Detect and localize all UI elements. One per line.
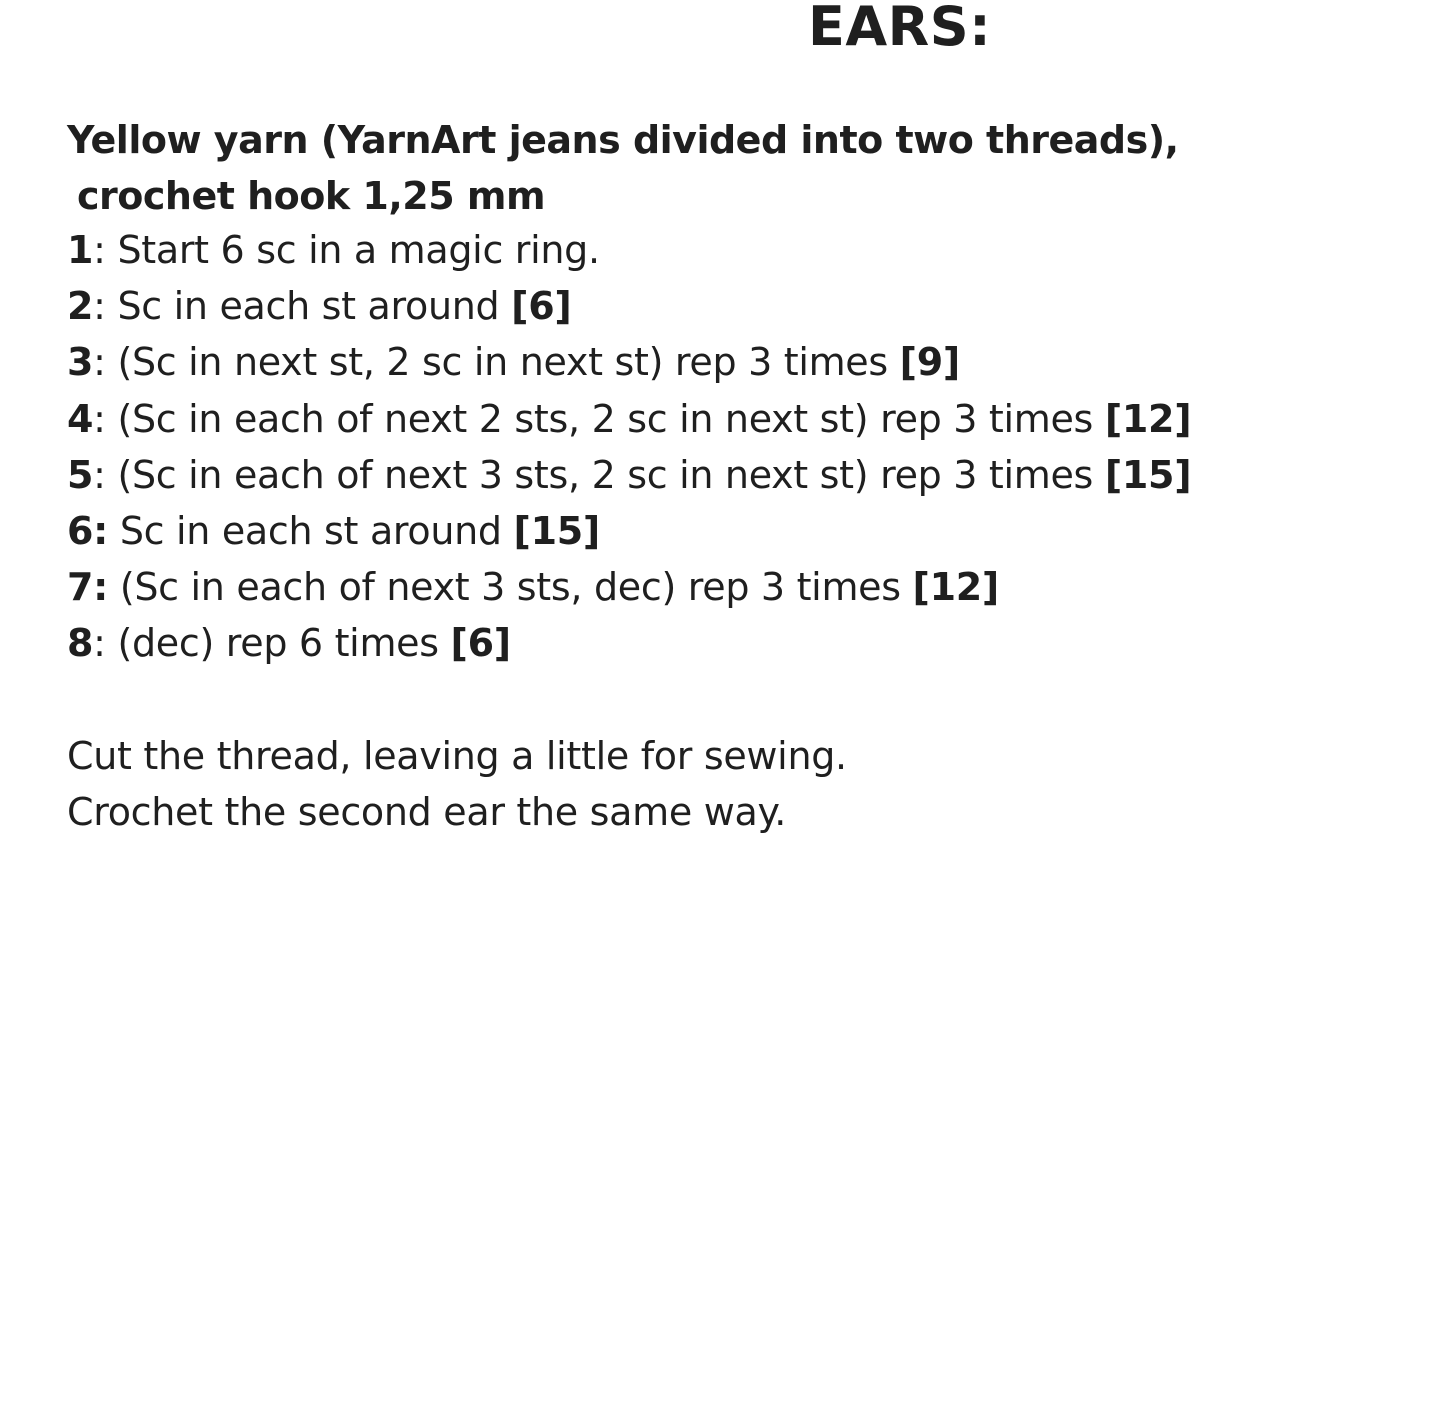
pattern-row-7 bbox=[67, 559, 1191, 615]
page-title: EARS: bbox=[808, 0, 992, 58]
row-instruction: (Sc in each of next 3 sts, dec) rep 3 times bbox=[119, 565, 913, 610]
materials-line-2: crochet hook 1,25 mm bbox=[77, 174, 546, 218]
pattern-row-6 bbox=[67, 503, 1191, 559]
row-separator: : bbox=[93, 228, 118, 272]
row-stitch-count: [12] bbox=[1104, 396, 1192, 441]
row-instruction: (Sc in each of next 3 sts, 2 sc in next st) rep 3 times bbox=[117, 452, 1105, 497]
row-stitch-count: [6] bbox=[511, 284, 572, 329]
pattern-row-5 bbox=[67, 447, 1191, 503]
row-instruction: Start 6 sc in a magic ring. bbox=[117, 228, 600, 272]
row-number: 7: bbox=[67, 565, 109, 610]
row-separator: : bbox=[93, 452, 118, 497]
finishing-notes bbox=[67, 728, 847, 840]
materials-line-1: Yellow yarn (YarnArt jeans divided into two threads), bbox=[67, 118, 1179, 162]
pattern-row-4 bbox=[67, 391, 1191, 447]
pattern-rows bbox=[67, 222, 1191, 672]
row-instruction: (Sc in next st, 2 sc in next st) rep 3 times bbox=[117, 340, 900, 385]
row-instruction: (dec) rep 6 times bbox=[117, 621, 451, 666]
note-line-1: Cut the thread, leaving a little for sewing. bbox=[67, 734, 847, 778]
row-stitch-count: [9] bbox=[899, 340, 960, 385]
row-number: 5 bbox=[67, 452, 94, 497]
note-line-2: Crochet the second ear the same way. bbox=[67, 790, 787, 834]
row-instruction: Sc in each st around bbox=[117, 284, 512, 329]
row-separator: : bbox=[93, 621, 118, 666]
pattern-row-1 bbox=[67, 222, 1191, 278]
row-number: 1 bbox=[67, 228, 94, 272]
row-stitch-count: [15] bbox=[1104, 452, 1192, 497]
row-separator: : bbox=[93, 396, 118, 441]
row-number: 4 bbox=[67, 396, 94, 441]
row-number: 6: bbox=[67, 509, 109, 554]
row-number: 3 bbox=[67, 340, 94, 385]
row-number: 2 bbox=[67, 284, 94, 329]
pattern-row-3 bbox=[67, 334, 1191, 390]
row-stitch-count: [15] bbox=[513, 509, 600, 554]
row-separator bbox=[108, 565, 120, 609]
pattern-row-8 bbox=[67, 615, 1191, 671]
row-number: 8 bbox=[67, 621, 94, 666]
materials-text bbox=[67, 112, 1179, 224]
row-stitch-count: [6] bbox=[450, 621, 511, 666]
row-stitch-count: [12] bbox=[912, 565, 999, 610]
row-separator: : bbox=[93, 340, 118, 385]
row-separator: : bbox=[93, 284, 118, 329]
row-separator bbox=[108, 509, 120, 553]
row-instruction: Sc in each st around bbox=[119, 509, 514, 554]
row-instruction: (Sc in each of next 2 sts, 2 sc in next st) rep 3 times bbox=[117, 396, 1105, 441]
pattern-row-2 bbox=[67, 278, 1191, 334]
